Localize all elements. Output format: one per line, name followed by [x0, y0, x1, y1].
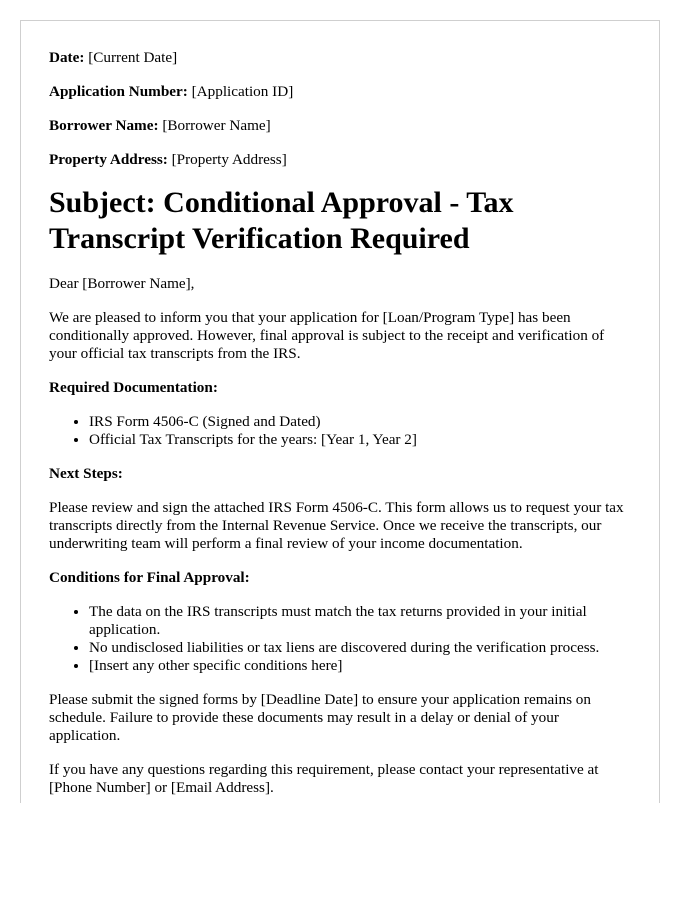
list-item: • Official Tax Transcripts for the years: [Year 1, Year 2]	[89, 431, 631, 449]
borrower-name-line	[49, 117, 631, 135]
list-item: • IRS Form 4506-C (Signed and Dated)	[89, 413, 631, 431]
property-address-line	[49, 151, 631, 169]
required-docs-list	[49, 413, 631, 449]
application-number-value: [Application ID]	[191, 83, 294, 100]
application-number-label: Application Number:	[49, 83, 188, 100]
next-steps-paragraph: Please review and sign the attached IRS Form 4506-C. This form allows us to request your tax transcripts directly from the Internal Revenue Service. Once we receive the transcripts, our underwriting team will perform a final review of your income documentation.	[49, 499, 624, 552]
date-line	[49, 49, 631, 67]
application-number-line	[49, 83, 631, 101]
subject-heading: Subject: Conditional Approval - Tax Transcript Verification Required	[49, 186, 514, 255]
list-item: • [Insert any other specific conditions here]	[89, 657, 631, 675]
borrower-name-value: [Borrower Name]	[162, 117, 271, 134]
required-docs-heading: Required Documentation:	[49, 379, 218, 396]
letter-content	[21, 21, 659, 797]
property-address-label: Property Address:	[49, 151, 168, 168]
letter-page	[20, 20, 660, 803]
submit-paragraph: Please submit the signed forms by [Deadline Date] to ensure your application remains on schedule. Failure to provide these documents may result in a delay or denial of your application.	[49, 691, 591, 744]
date-label: Date:	[49, 49, 85, 66]
next-steps-heading: Next Steps:	[49, 465, 123, 482]
date-value: [Current Date]	[88, 49, 178, 66]
conditions-list	[49, 603, 631, 675]
borrower-name-label: Borrower Name:	[49, 117, 159, 134]
list-item: • The data on the IRS transcripts must match the tax returns provided in your initial application.	[89, 603, 631, 639]
conditions-heading: Conditions for Final Approval:	[49, 569, 250, 586]
list-item: • No undisclosed liabilities or tax liens are discovered during the verification process.	[89, 639, 631, 657]
salutation: Dear [Borrower Name],	[49, 275, 195, 292]
contact-paragraph: If you have any questions regarding this requirement, please contact your representative at [Phone Number] or [Email Address].	[49, 761, 599, 796]
intro-paragraph: We are pleased to inform you that your application for [Loan/Program Type] has been conditionally approved. However, final approval is subject to the receipt and verification of your official tax transcripts from the IRS.	[49, 309, 605, 362]
property-address-value: [Property Address]	[171, 151, 287, 168]
